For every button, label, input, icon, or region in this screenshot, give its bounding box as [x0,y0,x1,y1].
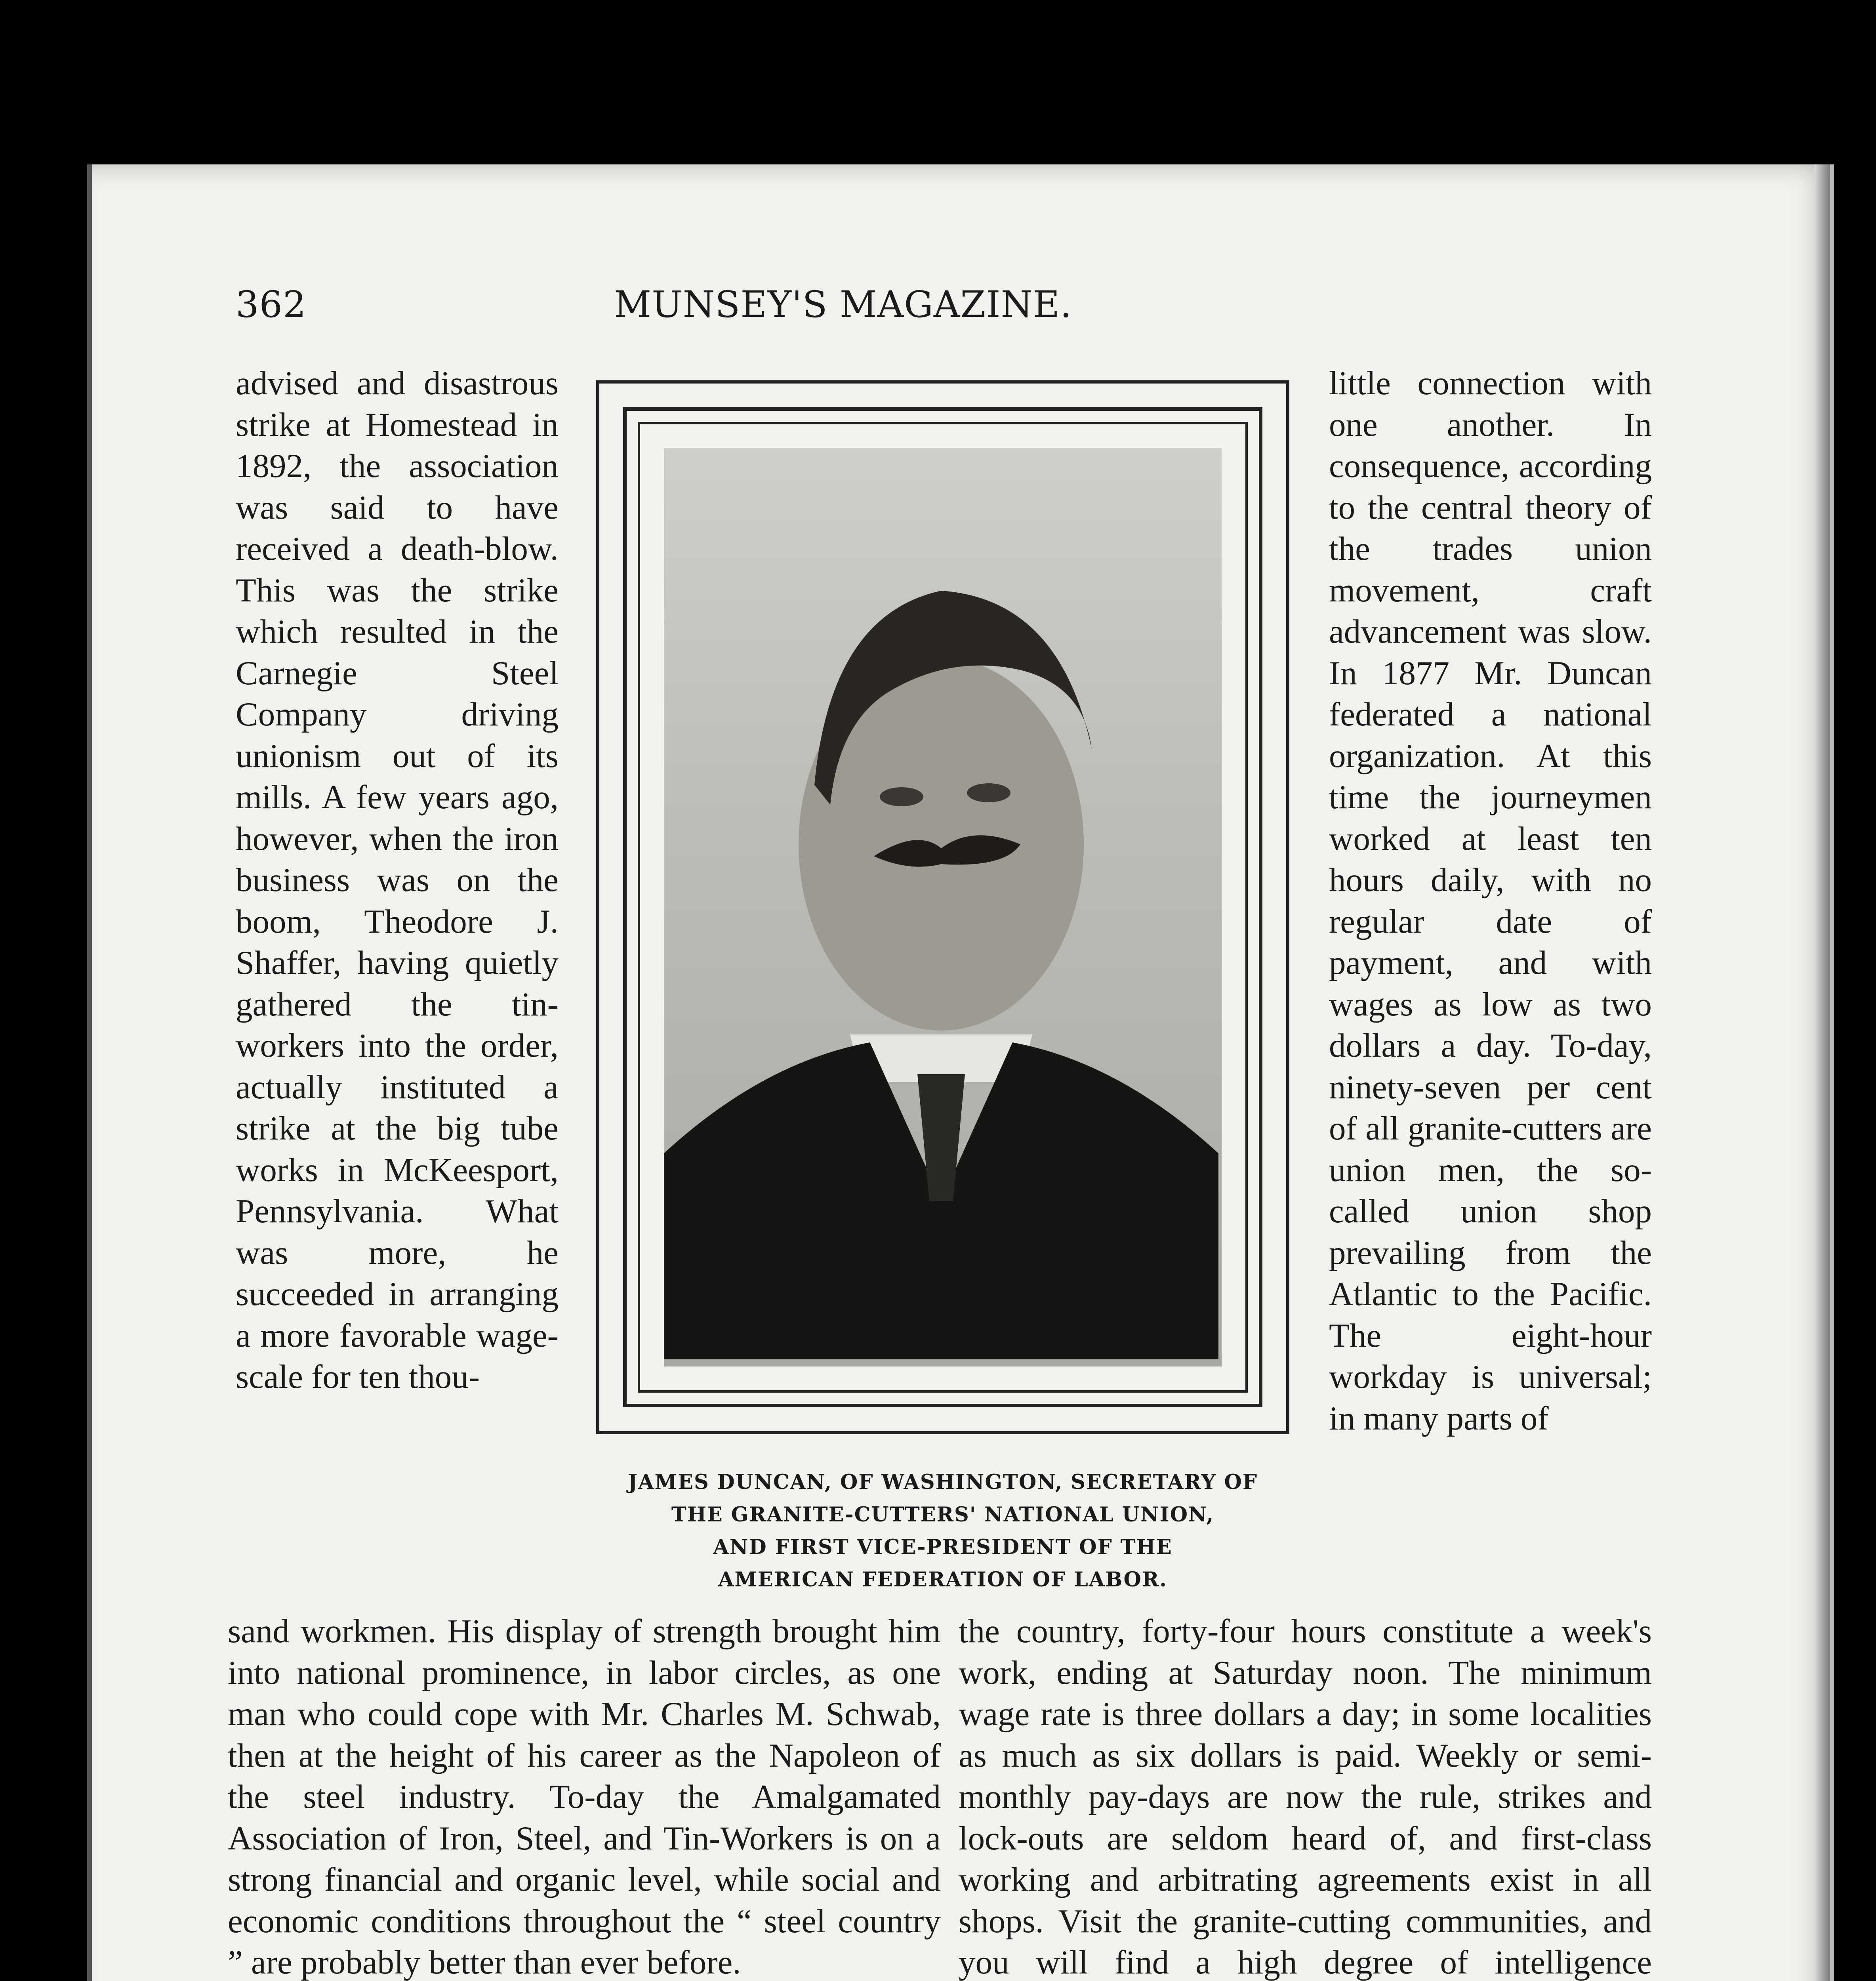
page-number: 362 [236,283,307,326]
portrait-frame-inner [638,422,1248,1393]
portrait-frame-border [623,407,1262,1407]
caption-line: AND FIRST VICE-PRESIDENT OF THE [713,1535,1172,1559]
caption-line: AMERICAN FEDERATION OF LABOR. [718,1568,1168,1592]
paragraph: sand workmen. His display of strength brought him into national prominence, in labor circles, as one man who could cope with Mr. Charles M. Schwab, then at the height of his career as the Napoleon of the steel industry. To-day the Amalgamated Association of Iron, Steel, and Tin-Workers is on a strong financial and organic level, while social and economic conditions throughout the “ steel country ” are probably better than ever before. [228,1613,941,1981]
portrait-frame [596,380,1289,1434]
caption-line: THE GRANITE-CUTTERS' NATIONAL UNION, [671,1503,1214,1527]
magazine-page [87,164,1834,1981]
left-column-bottom [228,1611,941,1981]
running-head-title: MUNSEY'S MAGAZINE. [614,283,1072,326]
paragraph: advised and disastrous strike at Homestead in 1892, the association was said to have received a death-blow. This was the strike which resulted in the Carnegie Steel Company driving unionism out of its mills. A few years ago, however, when the iron business was on the boom, Theodore J. Shaffer, having quietly gathered the tin-workers into the order, actually instituted a strike at the big tube works in McKeesport, Pennsylvania. What was more, he succeeded in arranging a more favorable wage-scale for ten thou- [236,365,559,1395]
paragraph: little connection with one another. In consequence, according to the central theory of the trades union movement, craft advancement was slow. In 1877 Mr. Duncan federated a national organization. At this time the journeymen worked at least ten hours daily, with no regular date of payment, and with wages as low as two dollars a day. To-day, ninety-seven per cent of all granite-cutters are union men, the so-called union shop prevailing from the Atlantic to the Pacific. The eight-hour workday is universal; in many parts of [1329,365,1652,1437]
portrait-caption [598,1466,1287,1596]
right-column-top [1329,363,1652,1439]
paragraph: the country, forty-four hours constitute a week's work, ending at Saturday noon. The minimum wage rate is three dollars a day; in some localities as much as six dollars is paid. Weekly or semi-monthly pay-days are now the rule, strikes and lock-outs are seldom heard of, and first-class working and arbitrating agreements exist in all shops. Visit the granite-cutting communities, and you will find a high degree of intelligence [959,1613,1652,1981]
right-column-bottom [959,1611,1652,1981]
caption-line: JAMES DUNCAN, OF WASHINGTON, SECRETARY OF [627,1470,1258,1494]
portrait-photo [664,448,1222,1366]
page-edge-shadow [1814,164,1830,1981]
portrait-image [664,448,1218,1359]
left-column-top [236,363,559,1398]
